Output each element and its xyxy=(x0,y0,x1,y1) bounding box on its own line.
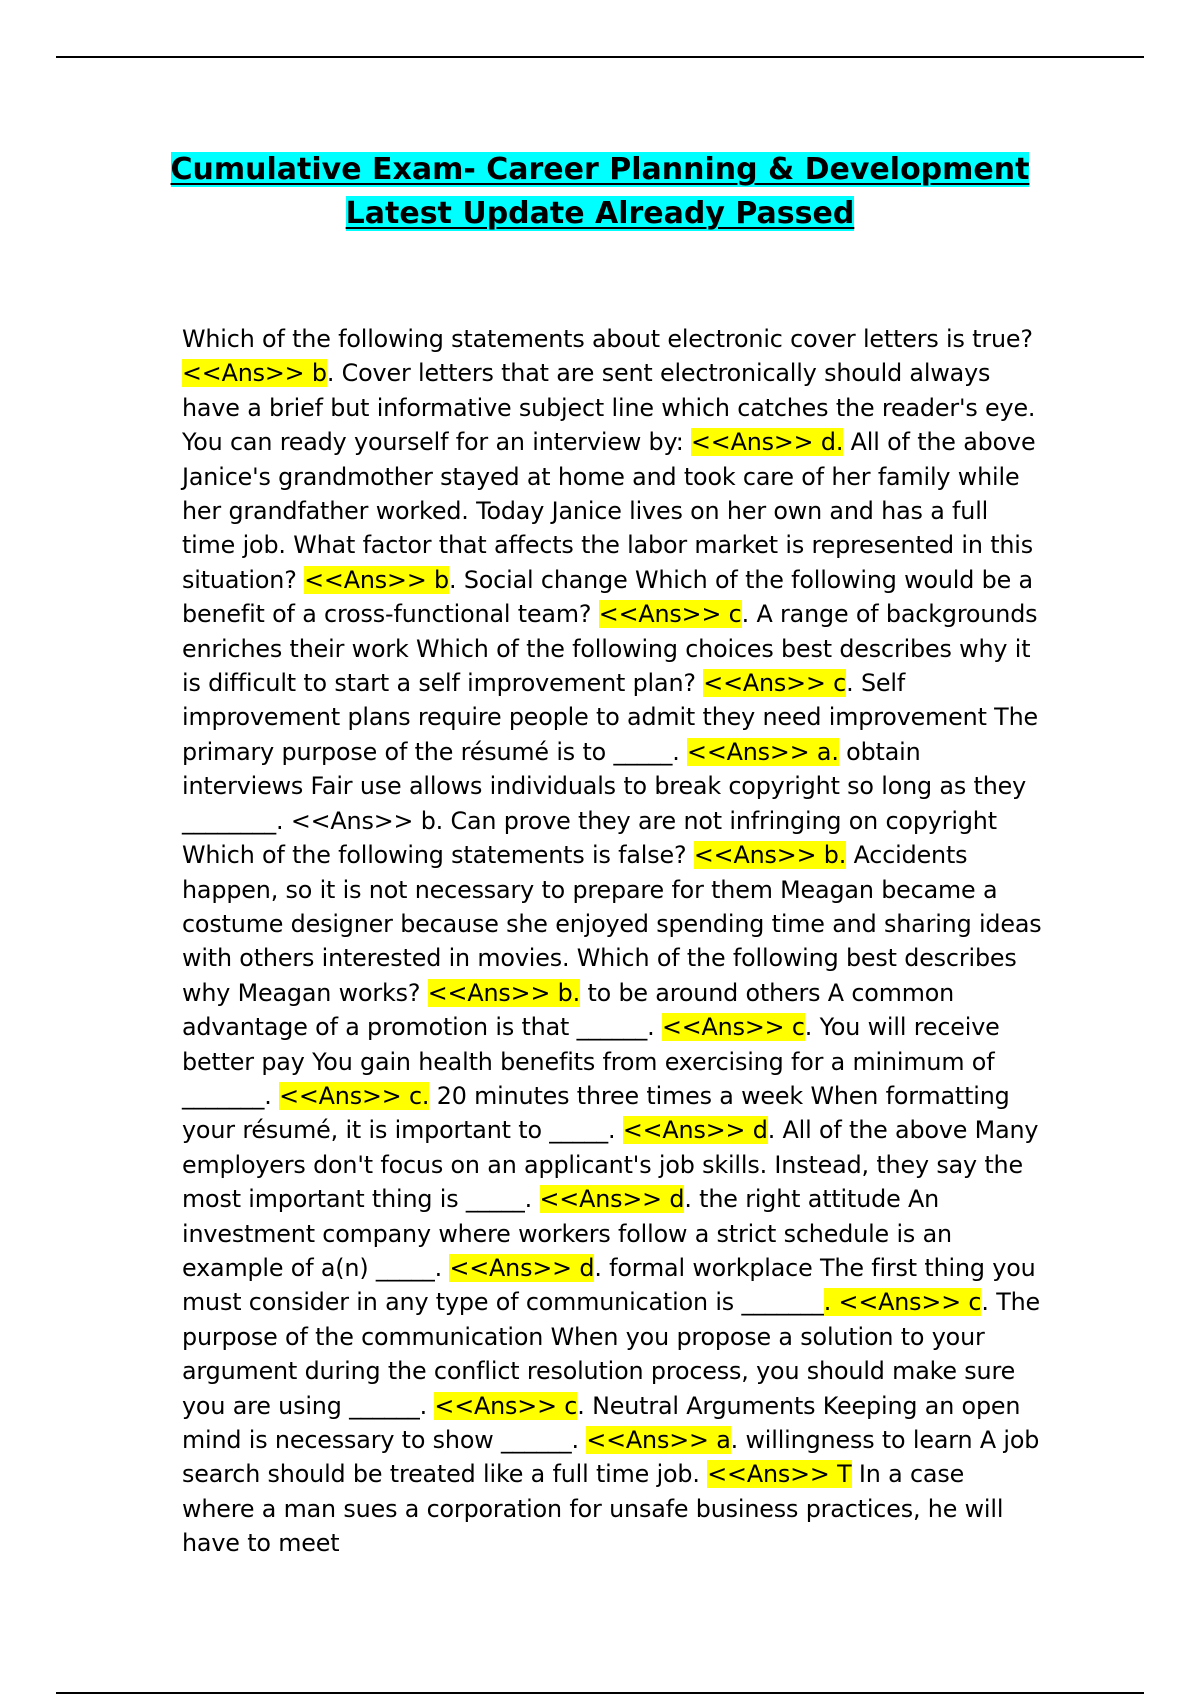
answer-highlight: <<Ans>> T xyxy=(707,1460,852,1489)
body-text-segment: . All of the above Many employers don't focus on an applicant's job skills. Instead, they say the most important thing is _____. xyxy=(182,1116,1039,1214)
answer-highlight: <<Ans>> d xyxy=(449,1253,595,1282)
body-text-segment: . Social change Which of the following would be a benefit of a cross-functional team? xyxy=(182,565,1033,629)
answer-highlight: . <<Ans>> c xyxy=(823,1288,982,1317)
answer-highlight: <<Ans>> c xyxy=(598,600,742,629)
body-text-segment: . The purpose of the communication When you propose a solution to your argument during the conflict resolution process, you should make sure you are using ______. xyxy=(182,1288,1040,1420)
body-text-segment: . willingness to learn A job search should be treated like a full time job. xyxy=(182,1426,1040,1489)
body-text-segment: . the right attitude An investment company where workers follow a strict schedule is an example of a(n) _____. xyxy=(182,1185,952,1282)
answer-highlight: <<Ans>> c xyxy=(703,669,847,698)
bottom-rule xyxy=(56,1692,1144,1694)
body-text-segment: . Self improvement plans require people to admit they need improvement The primary purpose of the résumé is to _____. xyxy=(182,669,1038,766)
body-text-segment: 20 minutes three times a week When formatting your résumé, it is important to _____. xyxy=(182,1081,1010,1145)
answer-highlight: <<Ans>> a xyxy=(586,1426,731,1454)
body-text-segment: All of the above Janice's grandmother stayed at home and took care of her family while her grandfather worked. Today Janice lives on her own and has a full time job. What factor that affects the labor market is represented in this situation? xyxy=(182,428,1036,594)
body-text-segment: In a case where a man sues a corporation for unsafe business practices, he will have to meet xyxy=(182,1460,1004,1558)
body-text-segment: Which of the following statements about electronic cover letters is true? xyxy=(182,325,1033,353)
answer-highlight: <<Ans>> d. xyxy=(691,428,844,457)
answer-highlight: <<Ans>> b. xyxy=(427,978,581,1007)
body-text-segment: Accidents happen, so it is not necessary to prepare for them Meagan became a costume designer because she enjoyed spending time and sharing ideas with others interested in movies. Which of the following best describes why Meagan works? xyxy=(182,841,1042,1007)
body-text-segment: obtain interviews Fair use allows individuals to break copyright so long as they ________. <<Ans>> b. Can prove they are not infringing on copyright Which of the following statements is false? xyxy=(182,737,1027,870)
body-text-segment: . A range of backgrounds enriches their work Which of the following choices best describes why it is difficult to start a self improvement plan? xyxy=(182,600,1038,698)
body-text-segment: to be around others A common advantage of a promotion is that ______. xyxy=(182,978,955,1042)
document-title xyxy=(100,148,1100,236)
body-text-segment: . Neutral Arguments Keeping an open mind is necessary to show ______. xyxy=(182,1391,1021,1454)
body-text-segment: . Cover letters that are sent electronically should always have a brief but informative subject line which catches the reader's eye. You can ready yourself for an interview by: xyxy=(182,359,1036,457)
title-line-2: Latest Update Already Passed xyxy=(345,196,855,231)
answer-highlight: <<Ans>> b. xyxy=(693,841,847,870)
answer-highlight: <<Ans>> b xyxy=(182,359,327,388)
body-text-segment: . You will receive better pay You gain health benefits from exercising for a minimum of _______. xyxy=(182,1013,1000,1110)
answer-highlight: <<Ans>> b xyxy=(304,565,449,594)
answer-highlight: <<Ans>> c xyxy=(661,1013,805,1042)
answer-highlight: <<Ans>> d xyxy=(622,1116,768,1145)
answer-highlight: <<Ans>> c xyxy=(434,1391,578,1420)
answer-highlight: <<Ans>> c. xyxy=(279,1081,430,1110)
answer-highlight: <<Ans>> a. xyxy=(687,737,839,766)
title-line-1: Cumulative Exam- Career Planning & Development xyxy=(170,152,1030,187)
answer-highlight: <<Ans>> d xyxy=(539,1185,685,1214)
top-rule xyxy=(56,56,1144,58)
body-text-segment: . formal workplace The first thing you must consider in any type of communication is _______ xyxy=(182,1253,1036,1317)
document-body xyxy=(182,322,1042,1561)
